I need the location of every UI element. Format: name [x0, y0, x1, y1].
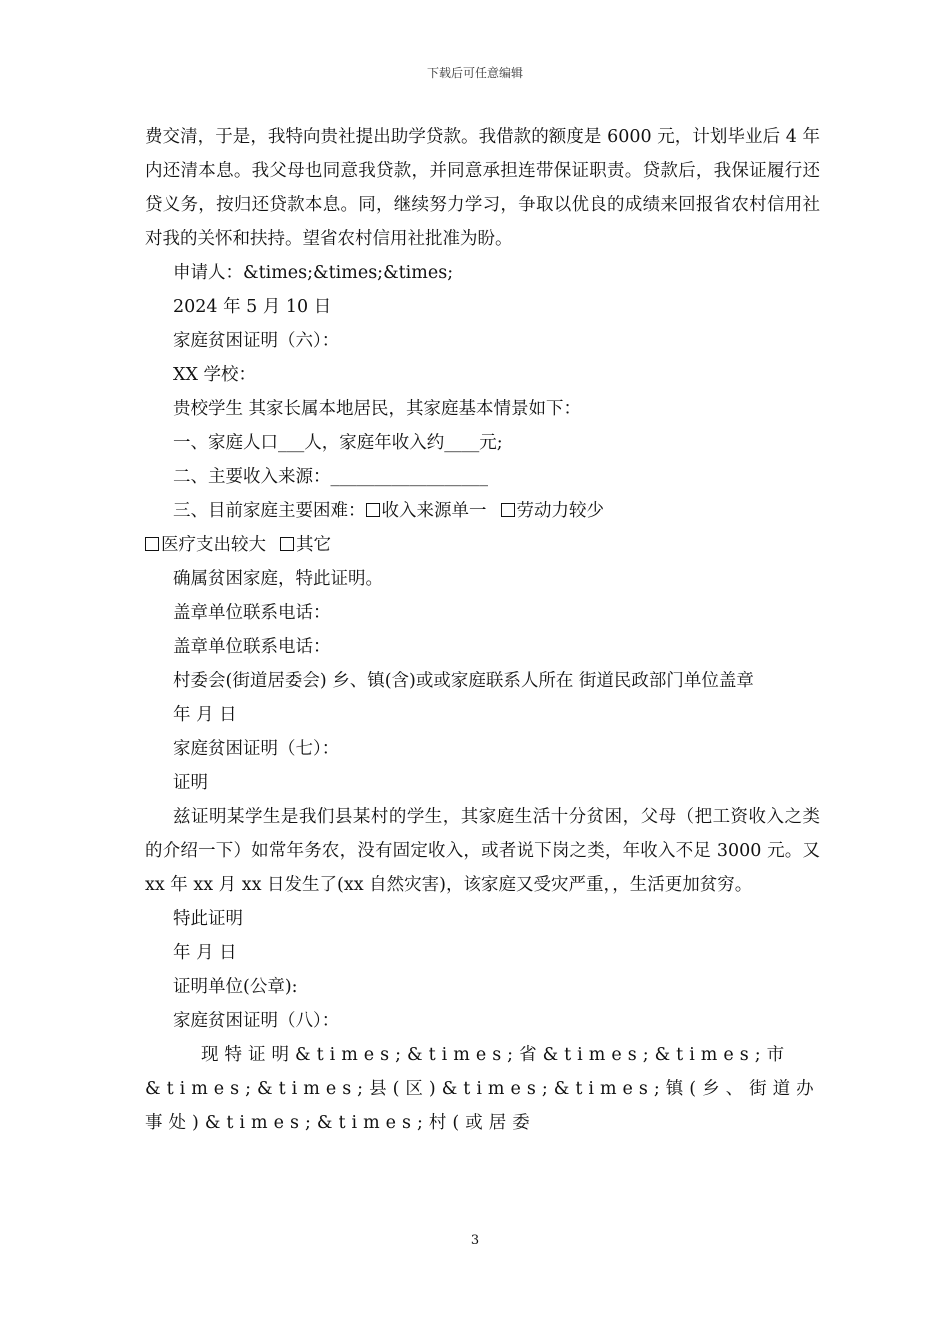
section-title-6: 家庭贫困证明（六）：	[173, 331, 340, 351]
page-number: 3	[470, 1233, 480, 1248]
date-blank-2: 年 月 日	[173, 943, 237, 963]
date-blank-1: 年 月 日	[173, 705, 237, 725]
checkbox-icon[interactable]	[145, 537, 159, 551]
school-addressee: XX 学校：	[173, 365, 256, 385]
page-header: 下载后可任意编辑	[426, 66, 523, 80]
applicant-line: 申请人：&times;&times;&times;	[173, 263, 454, 283]
section-title-7: 家庭贫困证明（七）：	[173, 739, 340, 759]
phone-line-1: 盖章单位联系电话：	[173, 603, 331, 623]
item-difficulties	[145, 494, 820, 528]
loan-application-paragraph: 费交清，于是，我特向贵社提出助学贷款。我借款的额度是 6000 元，计划毕业后 4 年内还清本息。我父母也同意我贷款，并同意承担连带保证职责。贷款后，我保证履行还贷义务，按归还贷款本息。同，继续努力学习，争取以优良的成绩来回报省农村信用社对我的关怀和扶持。望省农村信用社批准为盼。	[145, 127, 820, 249]
phone-line-2: 盖章单位联系电话：	[173, 637, 331, 657]
section-title-8: 家庭贫困证明（八）：	[173, 1011, 340, 1031]
difficulties-label: 三、目前家庭主要困难：	[173, 501, 366, 521]
intro-line: 贵校学生 其家长属本地居民，其家庭基本情景如下：	[173, 399, 582, 419]
checkbox-icon[interactable]	[366, 503, 380, 517]
certificate-paragraph: 兹证明某学生是我们县某村的学生，其家庭生活十分贫困，父母（把工资收入之类的介绍一下）如常年务农，没有固定收入，或者说下岗之类，年收入不足 3000 元。又 xx 年 xx 月 xx 日发生了(xx 自然灾害)，该家庭又受灾严重，，生活更加贫穷。	[145, 807, 820, 895]
option-single-income: 收入来源单一	[381, 501, 487, 521]
section-8-paragraph: 现特证明&times;&times;省&times;&times;市&times;&times;县(区)&times;&times;镇(乡、街道办事处)&times;&times;村(或居委	[145, 1045, 820, 1133]
option-medical: 医疗支出较大	[161, 535, 266, 555]
document-body	[145, 120, 820, 1140]
issuing-unit: 证明单位(公章):	[173, 977, 298, 997]
hereby-line: 特此证明	[173, 909, 243, 929]
item-income-source: 二、主要收入来源：__________________	[173, 467, 488, 487]
item-household: 一、家庭人口___人，家庭年收入约____元;	[173, 433, 503, 453]
option-little-labor: 劳动力较少	[516, 501, 604, 521]
application-date: 2024 年 5 月 10 日	[173, 297, 332, 317]
option-other: 其它	[296, 535, 331, 555]
stamp-line: 村委会(街道居委会) 乡、镇(含)或或家庭联系人所在 街道民政部门单位盖章	[173, 671, 754, 691]
confirm-line: 确属贫困家庭，特此证明。	[173, 569, 383, 589]
certificate-heading: 证明	[173, 773, 208, 793]
item-difficulties-cont	[145, 528, 820, 562]
checkbox-icon[interactable]	[280, 537, 294, 551]
checkbox-icon[interactable]	[501, 503, 515, 517]
